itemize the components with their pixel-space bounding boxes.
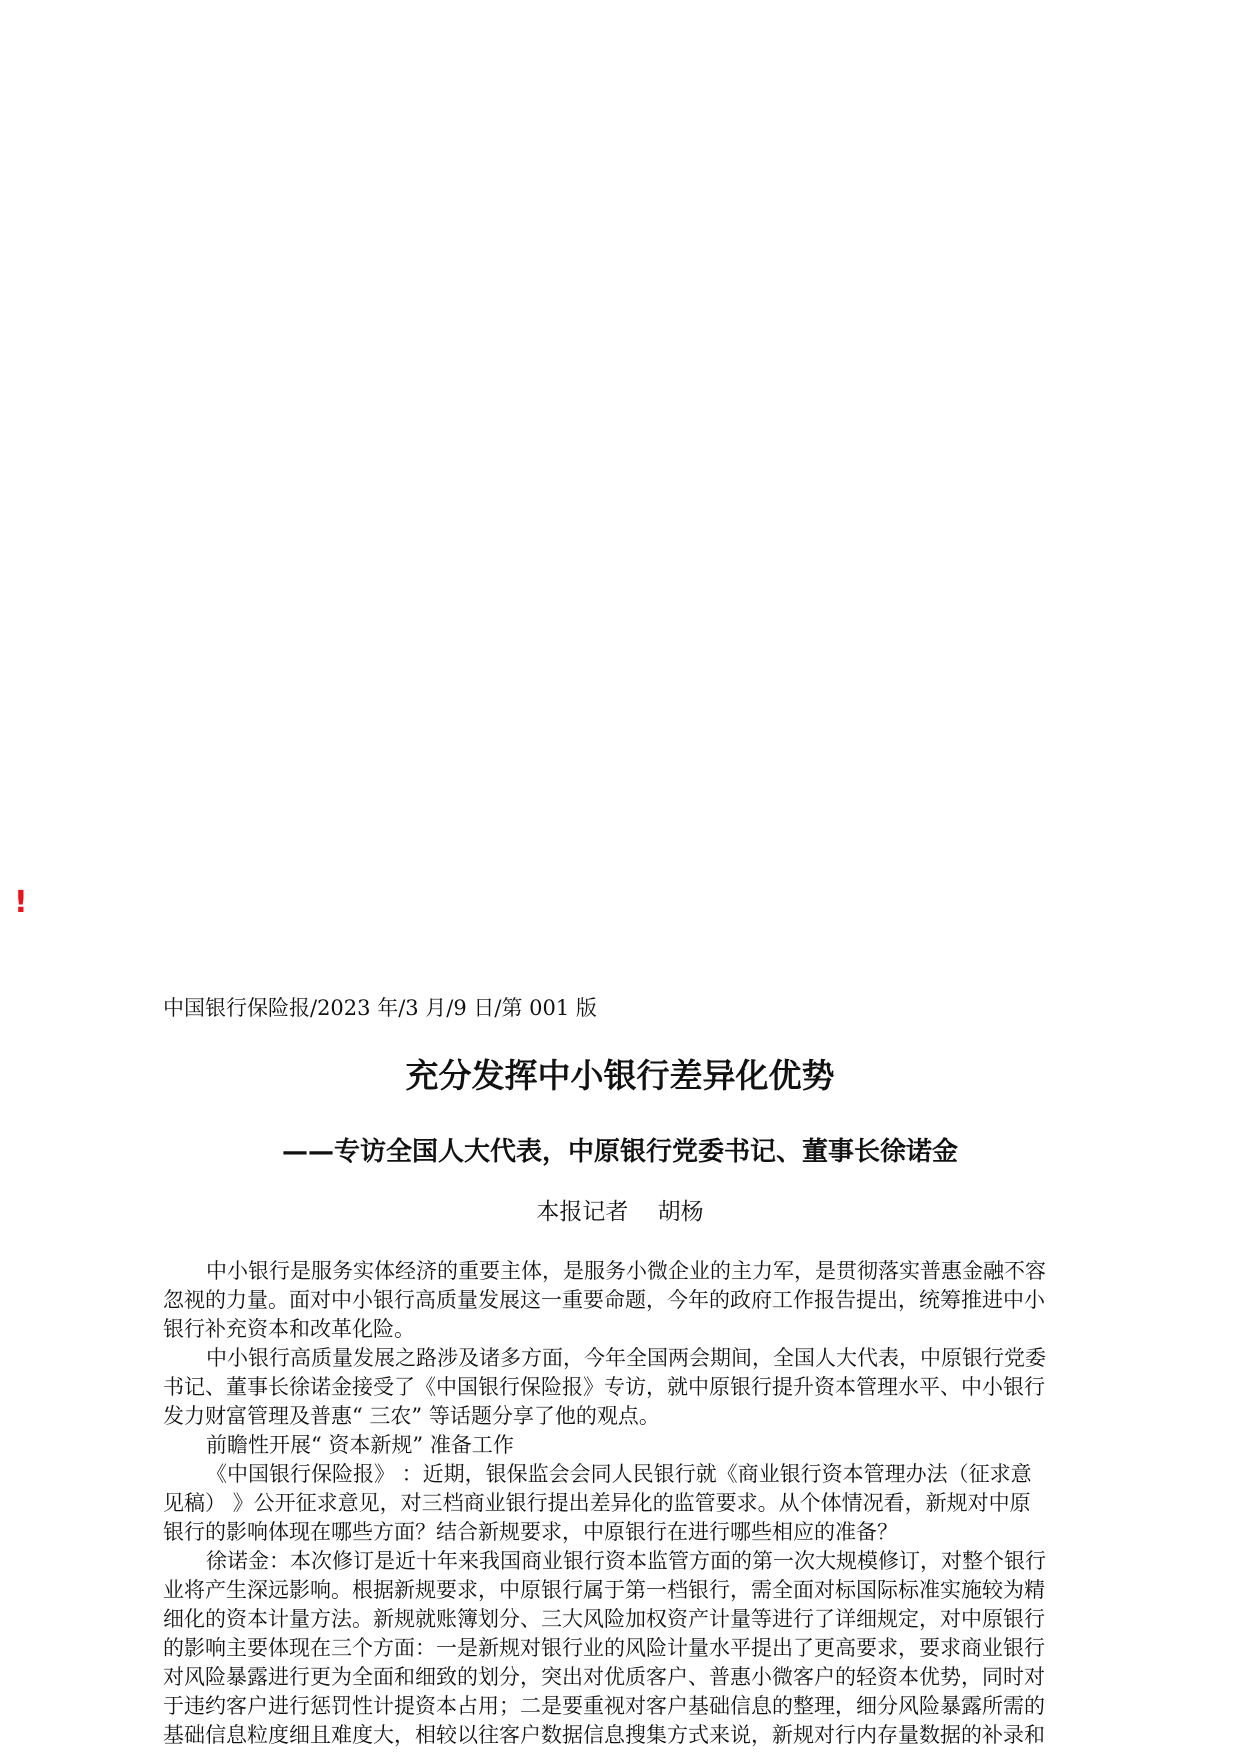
article-subtitle: ——专访全国人大代表，中原银行党委书记、董事长徐诺金 — [281, 1137, 958, 1167]
section-heading: 前瞻性开展“ 资本新规” 准备工作 — [206, 1433, 514, 1457]
body-line: 书记、董事长徐诺金接受了《中国银行保险报》专访，就中原银行提升资本管理水平、中小银行 — [163, 1375, 1045, 1399]
body-line: 业将产生深远影响。根据新规要求，中原银行属于第一档银行，需全面对标国际标准实施较为精 — [163, 1578, 1045, 1602]
body-line: 中小银行是服务实体经济的重要主体，是服务小微企业的主力军，是贯彻落实普惠金融不容 — [206, 1259, 1046, 1283]
body-line: 忽视的力量。面对中小银行高质量发展这一重要命题，今年的政府工作报告提出，统筹推进中小 — [163, 1288, 1045, 1312]
red-exclamation-mark: ! — [14, 885, 28, 920]
body-line: 细化的资本计量方法。新规就账簿划分、三大风险加权资产计量等进行了详细规定，对中原银行 — [163, 1607, 1045, 1631]
body-line: 银行的影响体现在哪些方面？结合新规要求，中原银行在进行哪些相应的准备？ — [163, 1520, 898, 1544]
body-line: 发力财富管理及普惠“ 三农” 等话题分享了他的观点。 — [163, 1404, 660, 1428]
body-line: 银行补充资本和改革化险。 — [163, 1317, 415, 1341]
article-body — [163, 1257, 1077, 1750]
body-line: 徐诺金：本次修订是近十年来我国商业银行资本监管方面的第一次大规模修订，对整个银行 — [206, 1549, 1046, 1573]
source-line: 中国银行保险报/2023 年/3 月/9 日/第 001 版 — [163, 996, 597, 1020]
body-line: 于违约客户进行惩罚性计提资本占用；二是要重视对客户基础信息的整理，细分风险暴露所需的 — [163, 1694, 1045, 1718]
body-line: 基础信息粒度细且难度大，相较以往客户数据信息搜集方式来说，新规对行内存量数据的补录和 — [163, 1723, 1045, 1747]
body-line: 对风险暴露进行更为全面和细致的划分，突出对优质客户、普惠小微客户的轻资本优势，同时对 — [163, 1665, 1045, 1689]
body-line: 见稿） 》公开征求意见，对三档商业银行提出差异化的监管要求。从个体情况看，新规对中原 — [163, 1491, 1031, 1515]
byline: 本报记者 胡杨 — [536, 1199, 704, 1225]
article-title: 充分发挥中小银行差异化优势 — [405, 1056, 835, 1095]
body-line: 《中国银行保险报》 ：近期，银保监会会同人民银行就《商业银行资本管理办法（征求意 — [206, 1462, 1032, 1486]
body-line: 的影响主要体现在三个方面：一是新规对银行业的风险计量水平提出了更高要求，要求商业银行 — [163, 1636, 1045, 1660]
body-line: 中小银行高质量发展之路涉及诸多方面，今年全国两会期间，全国人大代表，中原银行党委 — [206, 1346, 1046, 1370]
